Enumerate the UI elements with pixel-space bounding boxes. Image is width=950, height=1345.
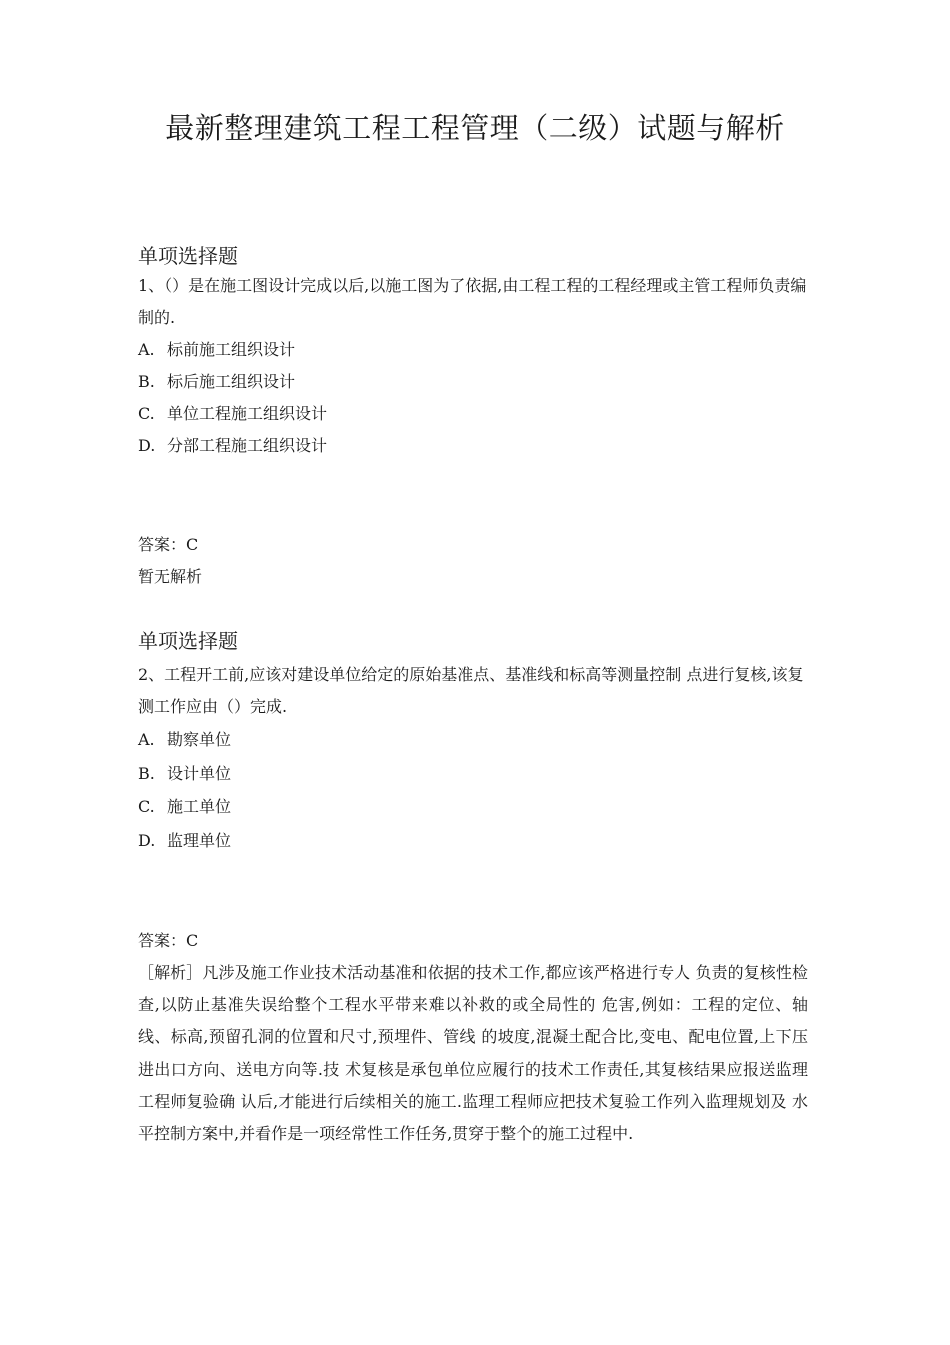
analysis-text: ［解析］凡涉及施工作业技术活动基准和依据的技术工作,都应该严格进行专人 负责的复核性检查,以防止基准失误给整个工程水平带来难以补救的或全局性的 危害,例如：工程的定位、轴线、标高,预留孔洞的位置和尺寸,预埋件、管线 的坡度,混凝土配合比,变电、配电位置,上下压进出口方向、送电方向等.技 术复核是承包单位应履行的技术工作责任,其复核结果应报送监理工程师复验确 认后,才能进行后续相关的施工.监理工程师应把技术复验工作列入监理规划及 水平控制方案中,并看作是一项经常性工作任务,贯穿于整个的施工过程中.	[138, 963, 808, 1144]
question-text: 1、（）是在施工图设计完成以后,以施工图为了依据,由工程工程的工程经理或主管工程师负责编制的.	[138, 276, 807, 327]
option-letter: B.	[138, 763, 155, 783]
option-text: 设计单位	[167, 763, 232, 783]
question-block-2	[138, 627, 808, 857]
analysis-text: 暂无解析	[138, 567, 203, 586]
option-text: 监理单位	[167, 830, 232, 850]
option-text: 勘察单位	[167, 730, 232, 749]
option-letter: C.	[138, 797, 155, 816]
document-title: 最新整理建筑工程工程管理（二级）试题与解析	[165, 111, 785, 145]
option-text: 标前施工组织设计	[167, 340, 296, 359]
option-text: 分部工程施工组织设计	[167, 436, 328, 455]
option-text: 施工单位	[167, 797, 232, 816]
option-b	[138, 757, 808, 791]
option-c	[138, 398, 808, 430]
option-a	[138, 334, 808, 366]
answer-block-2	[138, 925, 808, 1150]
answer-block-1	[138, 529, 808, 593]
option-letter: C.	[138, 404, 155, 423]
option-letter: A.	[138, 340, 155, 359]
section-heading: 单项选择题	[138, 629, 238, 653]
question-block-1	[138, 242, 808, 462]
option-b	[138, 366, 808, 398]
option-d	[138, 824, 808, 858]
option-letter: D.	[138, 830, 156, 850]
option-c	[138, 790, 808, 824]
option-letter: D.	[138, 436, 156, 455]
answer-text: 答案：C	[138, 931, 199, 950]
answer-text: 答案：C	[138, 535, 199, 554]
section-heading: 单项选择题	[138, 244, 238, 268]
option-letter: B.	[138, 372, 155, 391]
option-text: 标后施工组织设计	[167, 372, 296, 391]
option-letter: A.	[138, 730, 155, 749]
option-a	[138, 723, 808, 757]
question-text: 2、工程开工前,应该对建设单位给定的原始基准点、基准线和标高等测量控制 点进行复核,该复测工作应由（）完成.	[138, 665, 804, 716]
option-text: 单位工程施工组织设计	[167, 404, 328, 423]
option-d	[138, 430, 808, 462]
